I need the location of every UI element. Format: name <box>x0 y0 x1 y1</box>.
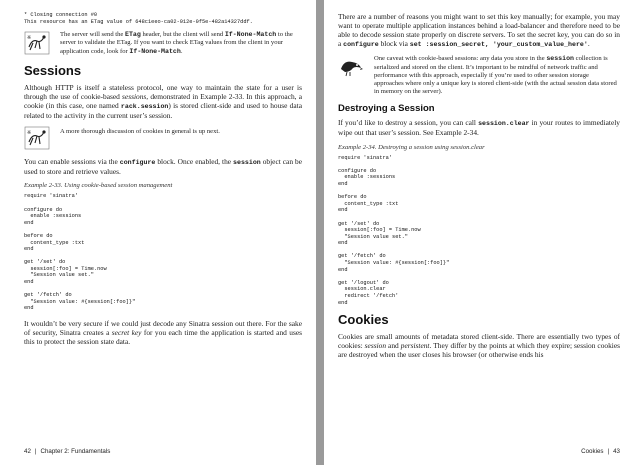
left-page <box>0 0 316 465</box>
sessions-paragraph-1: Although HTTP is itself a stateless protocol, one way to maintain the state for a user is through the use of cookie-based sessions, demonstrated in Example 2-33. In this approach, a cookie (in this case, one named rack.session) is stored client-side and used to house data related to the activity in the current user’s session. <box>24 82 302 121</box>
example-2-33-caption: Example 2-33. Using cookie-based session management <box>24 182 173 190</box>
caveat-note-text: One caveat with cookie-based sessions: any data you store in the session collection is serialized and stored on the client. It’s important to be mindful of network traffic and performance with this approach, especially if you’re used to other session storage approaches where only a unique key is stored client-side (with the actual session data stored in memory on the server). <box>374 55 617 96</box>
example-2-34-code: require 'sinatra' configure do enable :sessions end before do content_type :txt end get '/set' do session[:foo] = Time.now "Session value set." end get '/fetch' do "Session value: #{session[:foo]}" end get '/logout' do session.clear redirect '/fetch' end <box>338 154 450 306</box>
crow-warning-icon <box>338 55 364 79</box>
svg-text:※: ※ <box>27 35 32 42</box>
left-footer: 42 | Chapter 2: Fundamentals <box>24 448 111 455</box>
etag-note <box>24 31 302 56</box>
cookies-note-text: A more thorough discussion of cookies in general is up next. <box>60 128 220 136</box>
closing-connection-code: * Closing connection #0 This resource has an ETag value of 648c1eeo-ca02-012e-0f5e-482a14327ddf. <box>24 12 253 25</box>
sessions-heading: Sessions <box>24 62 82 78</box>
page-number: 42 <box>24 448 31 455</box>
example-2-33-code: require 'sinatra' configure do enable :sessions end before do content_type :txt end get '/set' do session[:foo] = Time.now "Session value set." end get '/fetch' do "Session value: #{session[:foo]}" end <box>24 193 136 312</box>
page-number: 43 <box>613 448 620 455</box>
right-footer: Cookies | 43 <box>581 448 620 455</box>
secret-key-paragraph: There are a number of reasons you might want to set this key manually; for example, you may want to operate multiple application instances behind a load-balancer and therefore need to be able to decode session state properly on discrete servers. To set the secret key, you can do so in a configure block via set :session_secret, 'your_custom_value_here'. <box>338 12 620 49</box>
svg-text:※: ※ <box>27 130 32 137</box>
scorpion-tip-icon <box>24 31 50 55</box>
example-2-34-caption: Example 2-34. Destroying a session using session.clear <box>338 143 485 151</box>
destroy-session-heading: Destroying a Session <box>338 103 435 115</box>
cookies-note <box>24 126 302 150</box>
sessions-paragraph-2: You can enable sessions via the configure block. Once enabled, the session object can be used to store and retrieve values. <box>24 157 302 177</box>
sessions-paragraph-3: It wouldn’t be very secure if we could just decode any Sinatra session out there. For the sake of security, Sinatra creates a secret key for you each time the application is started and uses this to protect the session state data. <box>24 319 303 347</box>
destroy-session-paragraph: If you’d like to destroy a session, you can call session.clear in your routes to immediately wipe out that user’s session. See Example 2-34. <box>338 118 620 138</box>
caveat-note <box>338 55 620 96</box>
cookies-heading: Cookies <box>338 312 389 328</box>
scorpion-tip-icon <box>24 126 50 150</box>
etag-note-text: The server will send the ETag header, but the client will send If-None-Match to the server to validate the ETag. If you want to check ETag values from the client in your application code, look for If-None-Match. <box>60 31 293 55</box>
chapter-title: Chapter 2: Fundamentals <box>40 448 111 455</box>
section-title: Cookies <box>581 448 604 455</box>
right-page <box>324 0 640 465</box>
cookies-paragraph: Cookies are small amounts of metadata stored client-side. There are essentially two types of cookies: session and persistent. They differ by the points at which they expire; session cookies are destroyed when the user closes his browser (or otherwise ends his <box>338 332 620 360</box>
